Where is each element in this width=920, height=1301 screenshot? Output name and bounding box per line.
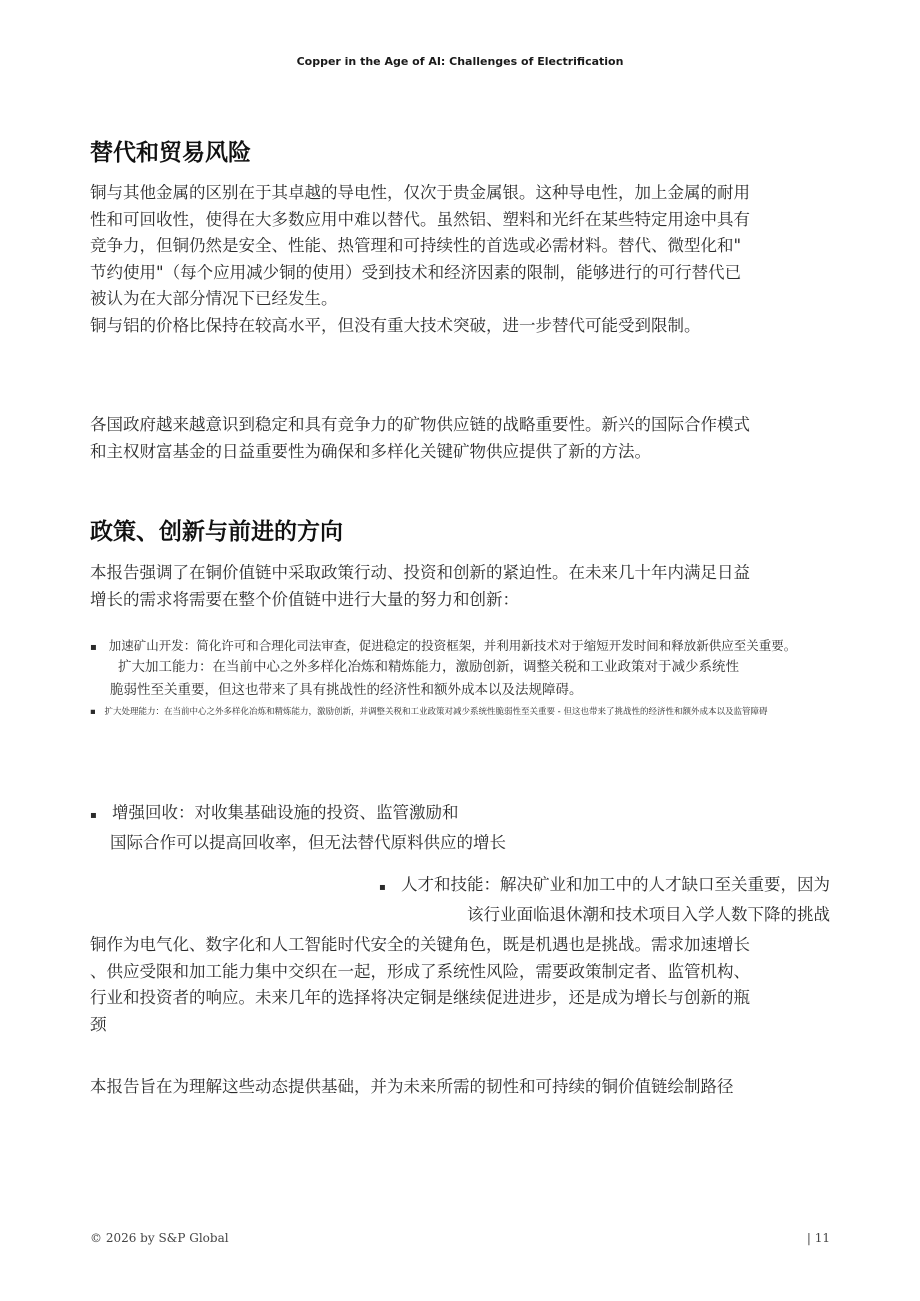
text-line: 增长的需求将需要在整个价值链中进行大量的努力和创新： (90, 589, 519, 609)
section-heading-substitution: 替代和贸易风险 (90, 140, 251, 166)
text-line: 本报告强调了在铜价值链中采取政策行动、投资和创新的紧迫性。在未来几十年内满足日益 (90, 563, 750, 582)
bullet-icon: ▪ (90, 810, 97, 821)
text-line: 脆弱性至关重要，但这也带来了具有挑战性的经济性和额外成本以及法规障碍。 (110, 682, 583, 698)
text-line: 人才和技能：解决矿业和加工中的人才缺口至关重要，因为 (401, 875, 830, 894)
text-line: 扩大加工能力：在当前中心之外多样化冶炼和精炼能力，激励创新，调整关税和工业政策对于减少系统性 (118, 659, 739, 675)
paragraph-conclusion (90, 932, 850, 1038)
bullet-processing-capacity (90, 706, 767, 718)
text-line: 国际合作可以提高回收率，但无法替代原料供应的增长 (110, 832, 506, 852)
text-line: 铜与其他金属的区别在于其卓越的导电性，仅次于贵金属银。这种导电性，加上金属的耐用 (90, 183, 750, 202)
text-line: 铜与铝的价格比保持在较高水平，但没有重大技术突破，进一步替代可能受到限制。 (90, 315, 701, 335)
text-line: 各国政府越来越意识到稳定和具有竞争力的矿物供应链的战略重要性。新兴的国际合作模式 (90, 415, 750, 434)
text-line: 竞争力，但铜仍然是安全、性能、热管理和可持续性的首选或必需材料。替代、微型化和" (90, 236, 742, 255)
paragraph-substitution (90, 180, 850, 339)
text-line: 、供应受限和加工能力集中交织在一起，形成了系统性风险，需要政策制定者、监管机构、 (90, 961, 750, 981)
section-heading-policy: 政策、创新与前进的方向 (90, 519, 343, 545)
text-line: 增强回收：对收集基础设施的投资、监管激励和 (112, 803, 459, 822)
footer-copyright: © 2026 by S&P Global (90, 1231, 229, 1245)
text-line: 颈 (90, 1014, 107, 1034)
paragraph-policy-intro (90, 560, 850, 613)
bullet-talent-skills (320, 872, 830, 928)
bullet-text: 扩大处理能力：在当前中心之外多样化冶炼和精炼能力，激励创新，并调整关税和工业政策对减少系统性脆弱性至关重要 - 但这也带来了挑战性的经济性和额外成本以及监管障碍 (104, 707, 768, 717)
running-header: Copper in the Age of AI: Challenges of Electrification (296, 55, 624, 68)
bullet-icon: ▪ (90, 707, 96, 717)
text-line: 该行业面临退休潮和技术项目入学人数下降的挑战 (467, 904, 830, 924)
text-line: 铜作为电气化、数字化和人工智能时代安全的关键角色，既是机遇也是挑战。需求加速增长 (90, 935, 750, 954)
text-line: 性和可回收性，使得在大多数应用中难以替代。虽然铝、塑料和光纤在某些特定用途中具有 (90, 209, 750, 229)
paragraph-final: 本报告旨在为理解这些动态提供基础，并为未来所需的韧性和可持续的铜价值链绘制路径 (90, 1077, 734, 1096)
bullet-icon: ▪ (378, 882, 386, 893)
bullet-icon: ▪ (90, 642, 97, 653)
text-line: 和主权财富基金的日益重要性为确保和多样化关键矿物供应提供了新的方法。 (90, 441, 651, 461)
bullet-text: 加速矿山开发：简化许可和合理化司法审查，促进稳定的投资框架，并利用新技术对于缩短开发时间和释放新供应至关重要。 (108, 638, 797, 653)
text-line: 节约使用"（每个应用减少铜的使用）受到技术和经济因素的限制，能够进行的可行替代已 (90, 262, 742, 282)
paragraph-supply-chain (90, 412, 850, 465)
text-line: 被认为在大部分情况下已经发生。 (90, 289, 338, 308)
page-number: | 11 (806, 1231, 830, 1245)
bullet-recycling (90, 800, 690, 856)
text-line: 行业和投资者的响应。未来几年的选择将决定铜是继续促进进步，还是成为增长与创新的瓶 (90, 988, 750, 1007)
bullet-processing-continued (110, 656, 850, 702)
